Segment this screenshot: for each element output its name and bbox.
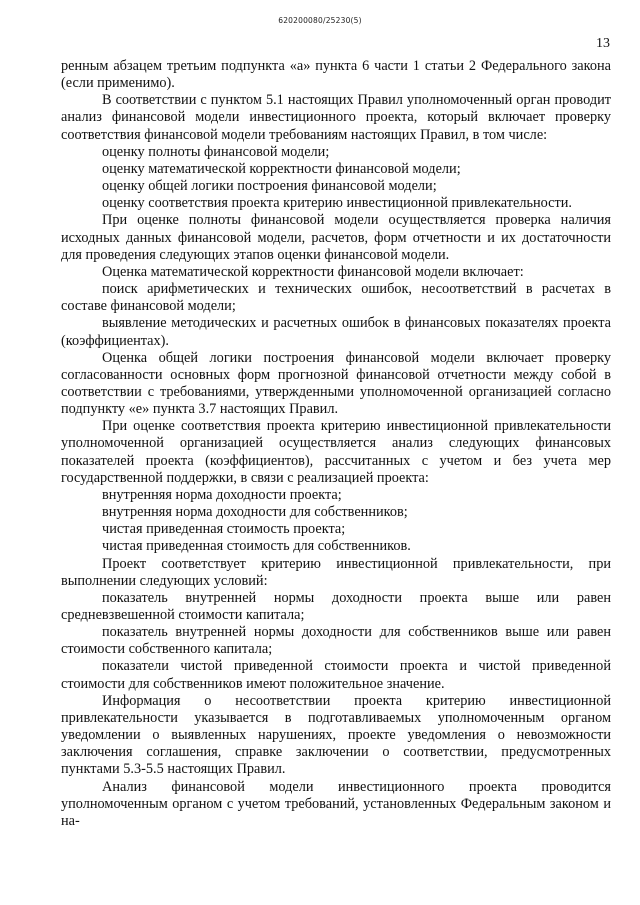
list-item: показатели чистой приведенной стоимости проекта и чистой приведенной стоимости для собственников имеют положительное значение.	[61, 658, 611, 692]
list-item: оценку общей логики построения финансовой модели;	[102, 178, 437, 195]
list-item: оценку соответствия проекта критерию инвестиционной привлекательности.	[102, 195, 572, 212]
paragraph: Проект соответствует критерию инвестиционной привлекательности, при выполнении следующих условий:	[61, 555, 611, 589]
list-item: оценку полноты финансовой модели;	[102, 143, 330, 160]
list-item: внутренняя норма доходности проекта;	[102, 486, 342, 503]
list-item: показатель внутренней нормы доходности для собственников выше или равен стоимости собственного капитала;	[61, 624, 611, 658]
paragraph: Оценка математической корректности финансовой модели включает:	[102, 263, 524, 280]
paragraph: При оценке полноты финансовой модели осуществляется проверка наличия исходных данных финансовой модели, расчетов, форм отчетности и их достаточности для проведения следующих этапов оценки финансовой модели.	[61, 212, 611, 263]
paragraph: При оценке соответствия проекта критерию инвестиционной привлекательности уполномоченной организацией осуществляется анализ следующих финансовых показателей проекта (коэффициентов), рассчитанных с учетом и без учета мер государственной поддержки, в связи с реализацией проекта:	[61, 418, 611, 486]
document-body	[61, 58, 611, 830]
paragraph: В соответствии с пунктом 5.1 настоящих Правил уполномоченный орган проводит анализ финансовой модели инвестиционного проекта, который включает проверку соответствия финансовой модели требованиям настоящих Правил, в том числе:	[61, 92, 611, 143]
list-item: чистая приведенная стоимость для собственников.	[102, 538, 411, 555]
paragraph: Анализ финансовой модели инвестиционного проекта проводится уполномоченным органом с учетом требований, установленных Федеральным законом и на-	[61, 778, 611, 829]
list-item: чистая приведенная стоимость проекта;	[102, 521, 346, 538]
document-id: 620200080/25230(5)	[278, 16, 362, 25]
paragraph: Информация о несоответствии проекта критерию инвестиционной привлекательности указывается в подготавливаемых уполномоченным органом уведомлении о выявленных нарушениях, проекте уведомления о невозможности заключения соглашения, справке заключении о соответствии, предусмотренных пунктами 5.3-5.5 настоящих Правил.	[61, 692, 611, 778]
list-item: показатель внутренней нормы доходности проекта выше или равен средневзвешенной стоимости капитала;	[61, 589, 611, 623]
list-item: оценку математической корректности финансовой модели;	[102, 160, 461, 177]
list-item: поиск арифметических и технических ошибок, несоответствий в расчетах в составе финансовой модели;	[61, 281, 611, 315]
list-item: внутренняя норма доходности для собственников;	[102, 504, 408, 521]
list-item: выявление методических и расчетных ошибок в финансовых показателях проекта (коэффициентах).	[61, 315, 611, 349]
page-number: 13	[596, 36, 610, 51]
paragraph-continuation: ренным абзацем третьим подпункта «а» пункта 6 части 1 статьи 2 Федерального закона (если применимо).	[61, 58, 611, 92]
paragraph: Оценка общей логики построения финансовой модели включает проверку согласованности основных форм прогнозной финансовой отчетности между собой в соответствии с требованиями, утвержденными уполномоченной организацией согласно подпункту «е» пункта 3.7 настоящих Правил.	[61, 349, 611, 418]
